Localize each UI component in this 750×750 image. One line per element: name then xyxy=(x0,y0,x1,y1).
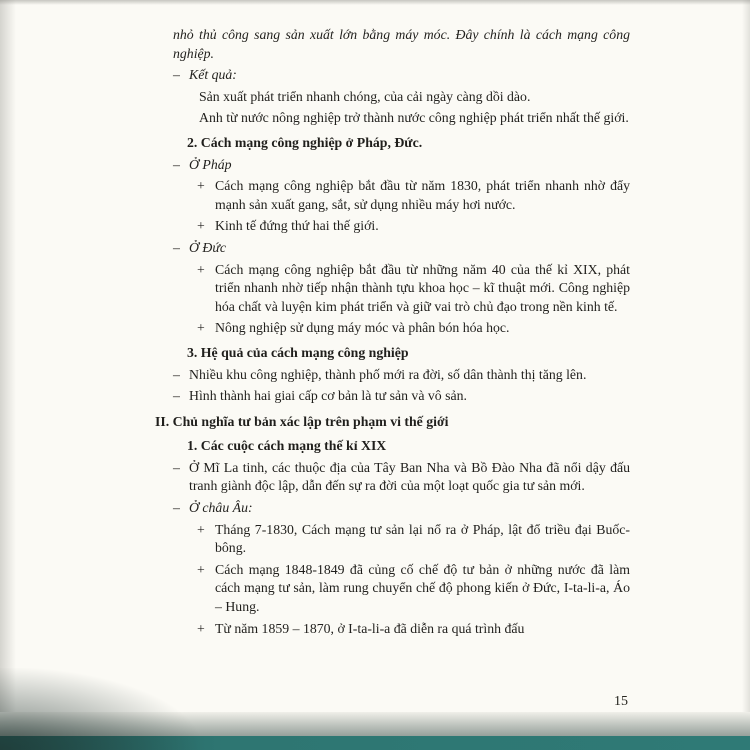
text-block-dash xyxy=(173,387,630,406)
plus-marker: + xyxy=(197,521,205,537)
text-line: Tháng 7-1830, Cách mạng tư sản lại nổ ra ở Pháp, lật đổ triều đại Buốc-bông. xyxy=(215,521,630,556)
text-block-dash xyxy=(173,239,630,258)
plus-marker: + xyxy=(197,620,205,636)
text-block-dash xyxy=(173,156,630,175)
plus-marker: + xyxy=(197,320,205,336)
text-line: Từ năm 1859 – 1870, ở I-ta-li-a đã diễn ra quá trình đấu xyxy=(215,620,525,636)
dash-marker: – xyxy=(173,388,180,404)
page-content xyxy=(155,24,630,638)
text-line: Ở Đức xyxy=(189,239,227,255)
text-block-plus xyxy=(173,177,630,214)
text-block-dash xyxy=(173,499,630,518)
text-line: Cách mạng công nghiệp bắt đầu từ những năm 40 của thế kỉ XIX, phát triển nhanh nhờ tiếp nhận thành tựu khoa học – kĩ thuật mới. Công nghiệp hóa chất và luyện kim phát triển và giữ vai trò chủ đạo trong nền kinh tế. xyxy=(215,261,630,314)
text-block-plus xyxy=(173,561,630,617)
text-block-hnum: 3. Hệ quả của cách mạng công nghiệp xyxy=(187,344,409,360)
dash-marker: – xyxy=(173,366,180,382)
plus-marker: + xyxy=(197,261,205,277)
dash-marker: – xyxy=(173,67,180,83)
dash-marker: – xyxy=(173,156,180,172)
text-block-dash xyxy=(173,66,630,85)
text-line: Cách mạng công nghiệp bắt đầu từ năm 1830, phát triển nhanh nhờ đẩy mạnh sản xuất gang, sắt, sử dụng nhiều máy hơi nước. xyxy=(215,178,630,212)
text-line: Hình thành hai giai cấp cơ bản là tư sản và vô sản. xyxy=(189,388,467,404)
text-block-plus xyxy=(173,521,630,558)
scan-edge-top xyxy=(0,0,750,5)
text-block-dash xyxy=(173,459,630,496)
text-line: Nông nghiệp sử dụng máy móc và phân bón hóa học. xyxy=(215,320,510,336)
text-line: Ở Pháp xyxy=(189,156,232,172)
text-block-plus xyxy=(173,319,630,338)
plus-marker: + xyxy=(197,178,205,194)
dash-marker: – xyxy=(173,500,180,516)
text-block-ip: Anh từ nước nông nghiệp trở thành nước công nghiệp phát triển nhất thế giới. xyxy=(199,110,629,126)
dash-marker: – xyxy=(173,459,180,475)
scan-edge-left xyxy=(0,0,16,750)
text-line: Kết quả: xyxy=(189,67,237,83)
page-number: 15 xyxy=(614,694,628,709)
text-line: Ở Mĩ La tinh, các thuộc địa của Tây Ban Nha và Bồ Đào Nha đã nổi dậy đấu tranh giành độc lập, dẫn đến sự ra đời của một loạt quốc gia tư sản mới. xyxy=(189,459,630,494)
text-line: Cách mạng 1848-1849 đã củng cố chế độ tư bản ở những nước đã làm cách mạng tư sản, làm rung chuyển chế độ phong kiến ở Đức, I-ta-li-a, Áo – Hung. xyxy=(215,561,630,615)
text-block-plus xyxy=(173,261,630,317)
plus-marker: + xyxy=(197,561,205,577)
table-surface-band xyxy=(0,736,750,750)
text-line: Ở châu Âu: xyxy=(189,500,253,516)
text-block-hnum: 1. Các cuộc cách mạng thế kỉ XIX xyxy=(187,438,387,454)
text-block-hsec: II. Chủ nghĩa tư bản xác lập trên phạm vi thế giới xyxy=(155,413,449,429)
dash-marker: – xyxy=(173,239,180,255)
text-block-cont: nhỏ thủ công sang sản xuất lớn bằng máy móc. Đây chính là cách mạng công nghiệp. xyxy=(173,27,630,61)
text-line: Kinh tế đứng thứ hai thế giới. xyxy=(215,218,379,234)
text-line: Nhiều khu công nghiệp, thành phố mới ra đời, số dân thành thị tăng lên. xyxy=(189,366,587,382)
text-block-ip: Sản xuất phát triển nhanh chóng, của cải ngày càng dồi dào. xyxy=(199,88,531,104)
text-block-plus xyxy=(173,620,630,639)
text-block-hnum: 2. Cách mạng công nghiệp ở Pháp, Đức. xyxy=(187,134,423,150)
text-block-dash xyxy=(173,366,630,385)
text-block-plus xyxy=(173,217,630,236)
plus-marker: + xyxy=(197,218,205,234)
book-edge-band xyxy=(0,712,750,738)
scan-edge-right xyxy=(742,0,750,750)
